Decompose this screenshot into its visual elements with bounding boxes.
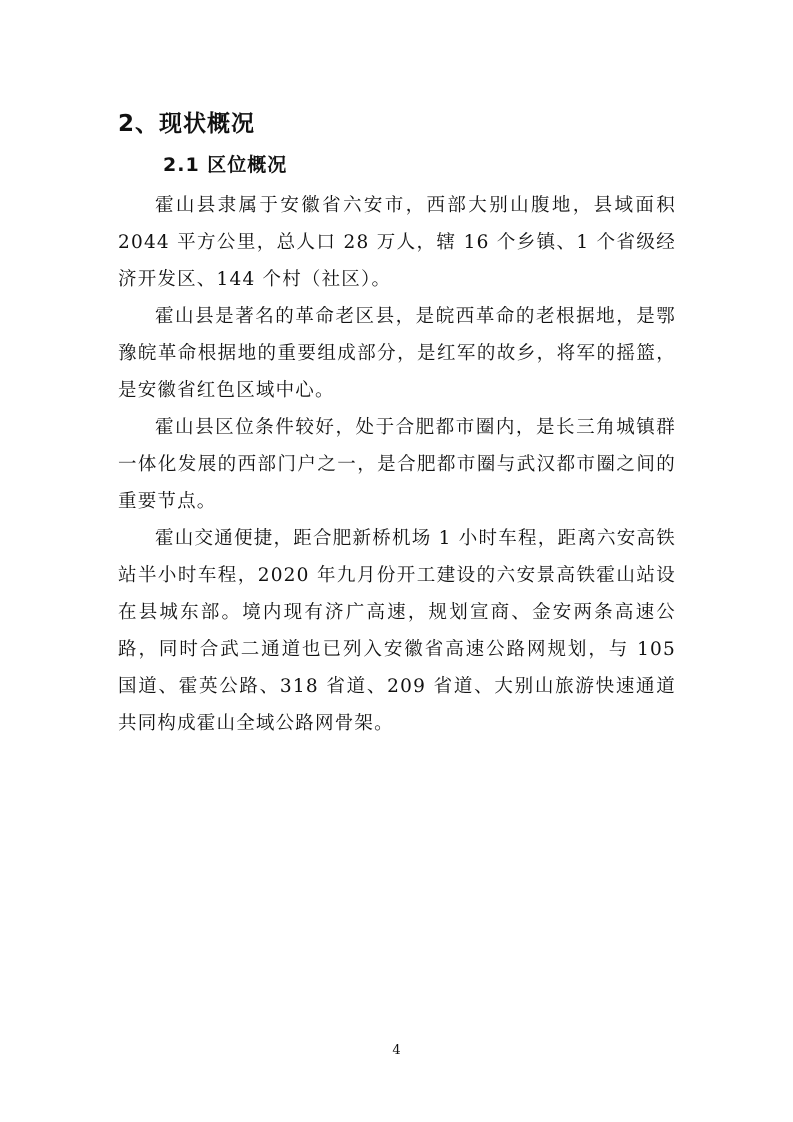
page-number: 4 bbox=[392, 1043, 401, 1058]
subsection-heading: 2.1 区位概况 bbox=[163, 154, 288, 176]
section-heading: 2、现状概况 bbox=[118, 111, 256, 137]
paragraph-revolutionary-history: 霍山县是著名的革命老区县，是皖西革命的老根据地，是鄂豫皖革命根据地的重要组成部分，是红军的故乡，将军的摇篮，是安徽省红色区域中心。 bbox=[118, 306, 676, 401]
paragraph-overview: 霍山县隶属于安徽省六安市，西部大别山腹地，县域面积 2044 平方公里，总人口 28 万人，辖 16 个乡镇、1 个省级经济开发区、144 个村（社区）。 bbox=[118, 195, 676, 290]
body-text bbox=[118, 187, 676, 742]
paragraph-transportation: 霍山交通便捷，距合肥新桥机场 1 小时车程，距离六安高铁站半小时车程，2020 年九月份开工建设的六安景高铁霍山站设在县城东部。境内现有济广高速，规划宣商、金安两条高速公路，同时合武二通道也已列入安徽省高速公路网规划，与 105 国道、霍英公路、318 省道、209 省道、大别山旅游快速通道共同构成霍山全域公路网骨架。 bbox=[118, 528, 676, 734]
paragraph-location-advantage: 霍山县区位条件较好，处于合肥都市圈内，是长三角城镇群一体化发展的西部门户之一，是合肥都市圈与武汉都市圈之间的重要节点。 bbox=[118, 417, 676, 512]
